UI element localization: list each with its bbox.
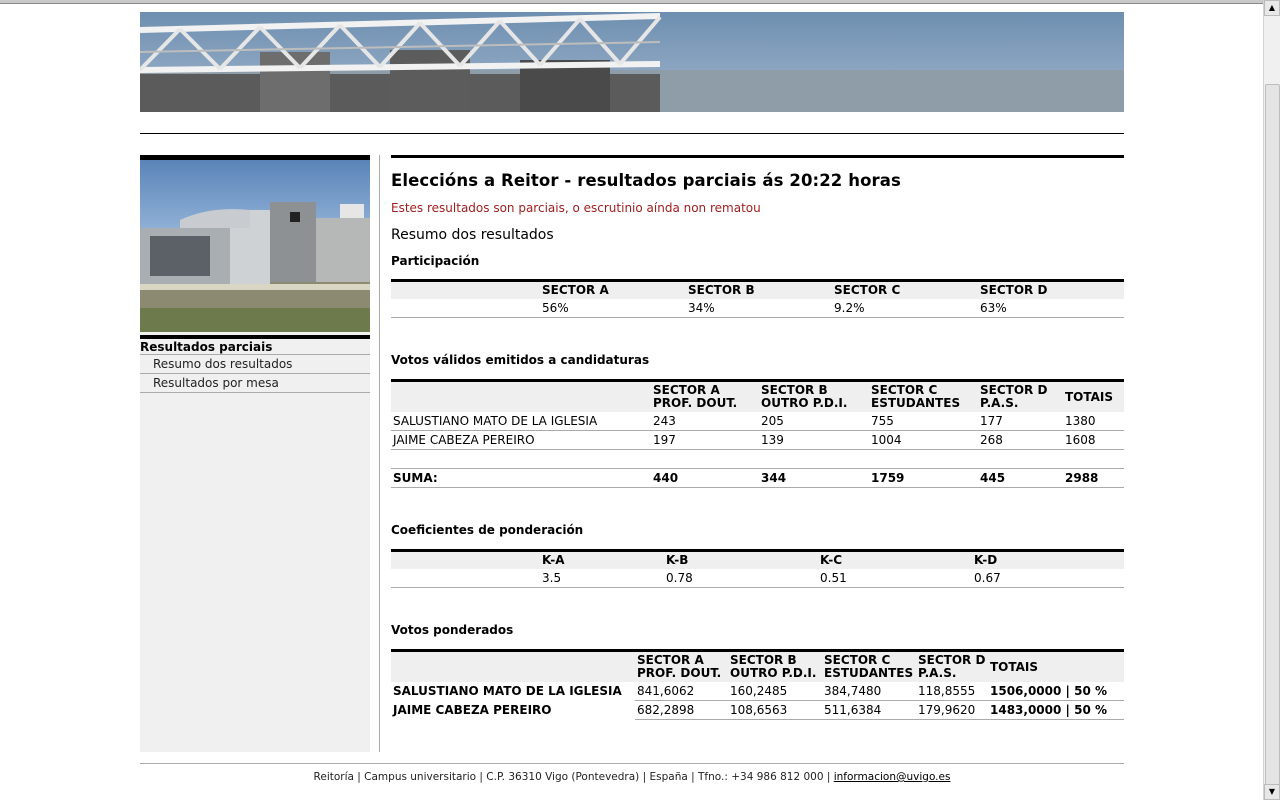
cell-value: 197	[651, 431, 759, 450]
table-row	[391, 431, 1124, 450]
candidate-name: JAIME CABEZA PEREIRO	[393, 703, 552, 717]
cell-value: 0.78	[664, 569, 818, 588]
column-header: SECTOR A PROF. DOUT.	[635, 651, 728, 683]
coefficients-table	[391, 549, 1124, 588]
sum-value: 1759	[869, 469, 978, 488]
cell-value: 384,7480	[822, 682, 916, 701]
footer	[140, 771, 1124, 783]
sidebar-link-by-table[interactable]: Resultados por mesa	[140, 374, 370, 393]
footer-divider	[140, 763, 1124, 764]
browser-top-edge	[0, 0, 1264, 4]
empty-header-cell	[391, 651, 635, 683]
sum-value: 445	[978, 469, 1063, 488]
cell-value: 177	[978, 412, 1063, 431]
cell-value: 205	[759, 412, 869, 431]
column-header: K-C	[818, 551, 972, 570]
cell-value: 179,9620	[916, 701, 988, 720]
column-header: SECTOR D P.A.S.	[978, 381, 1063, 413]
cell-value: 1380	[1063, 412, 1124, 431]
sum-value: 2988	[1063, 469, 1124, 488]
vertical-scrollbar[interactable]	[1263, 0, 1280, 800]
cell-value: 139	[759, 431, 869, 450]
total-value: 1483,0000 | 50 %	[988, 701, 1124, 720]
sidebar-heading: Resultados parciais	[140, 335, 370, 354]
scroll-down-arrow-icon[interactable]: ▼	[1264, 784, 1280, 800]
cell-value: 118,8555	[916, 682, 988, 701]
cell-value: 3.5	[540, 569, 664, 588]
header-banner-image	[140, 12, 1124, 112]
weighted-votes-table	[391, 649, 1124, 720]
cell-value: 56%	[540, 299, 686, 318]
column-header: K-D	[972, 551, 1124, 570]
coefficients-heading: Coeficientes de ponderación	[391, 523, 584, 537]
column-header: SECTOR B OUTRO P.D.I.	[728, 651, 822, 683]
column-header: SECTOR B OUTRO P.D.I.	[759, 381, 869, 413]
cell-value: 511,6384	[822, 701, 916, 720]
main-top-rule	[391, 155, 1124, 158]
sum-value: 440	[651, 469, 759, 488]
sidebar	[140, 155, 370, 752]
valid-votes-heading: Votos válidos emitidos a candidaturas	[391, 353, 650, 367]
scrollbar-thumb[interactable]	[1265, 84, 1280, 786]
total-value: 1506,0000 | 50 %	[988, 682, 1124, 701]
empty-cell	[391, 299, 540, 318]
page-wrapper	[140, 12, 1124, 112]
sum-row	[391, 469, 1124, 488]
column-header: SECTOR D P.A.S.	[916, 651, 988, 683]
column-header: SECTOR B	[686, 281, 832, 300]
cell-value: 243	[651, 412, 759, 431]
column-header: SECTOR A PROF. DOUT.	[651, 381, 759, 413]
table-row	[391, 412, 1124, 431]
spacer-row	[391, 450, 1124, 469]
column-header: SECTOR A	[540, 281, 686, 300]
cell-value: 268	[978, 431, 1063, 450]
summary-heading: Resumo dos resultados	[391, 227, 554, 243]
cell-value: 1608	[1063, 431, 1124, 450]
cell-value: 682,2898	[635, 701, 728, 720]
weighted-votes-heading: Votos ponderados	[391, 623, 514, 637]
cell-value: 0.51	[818, 569, 972, 588]
header-divider	[140, 133, 1124, 134]
cell-value: 9.2%	[832, 299, 978, 318]
empty-cell	[391, 569, 540, 588]
table-header-row	[391, 281, 1124, 300]
main-content	[391, 155, 1124, 720]
campus-photo	[140, 155, 370, 332]
empty-header-cell	[391, 281, 540, 300]
sum-label: SUMA:	[391, 469, 651, 488]
valid-votes-table	[391, 379, 1124, 488]
column-header: SECTOR C ESTUDANTES	[822, 651, 916, 683]
sum-value: 344	[759, 469, 869, 488]
candidate-name: JAIME CABEZA PEREIRO	[391, 431, 651, 450]
candidate-name: SALUSTIANO MATO DE LA IGLESIA	[391, 412, 651, 431]
participation-table	[391, 279, 1124, 318]
cell-value: 108,6563	[728, 701, 822, 720]
table-header-row	[391, 651, 1124, 683]
table-header-row	[391, 551, 1124, 570]
column-header: K-B	[664, 551, 818, 570]
column-divider	[379, 155, 380, 752]
cell-value: 1004	[869, 431, 978, 450]
table-row	[391, 299, 1124, 318]
footer-address: Reitoría | Campus universitario | C.P. 36310 Vigo (Pontevedra) | España | Tfno.: +34 986 812 000 |	[313, 771, 834, 783]
column-header: TOTAIS	[988, 651, 1124, 683]
empty-header-cell	[391, 551, 540, 570]
participation-heading: Participación	[391, 254, 480, 268]
candidate-name: SALUSTIANO MATO DE LA IGLESIA	[393, 684, 622, 699]
page-title: Eleccións a Reitor - resultados parciais ás 20:22 horas	[391, 171, 901, 190]
table-row	[391, 569, 1124, 588]
column-header: K-A	[540, 551, 664, 570]
column-header: SECTOR C	[832, 281, 978, 300]
cell-value: 34%	[686, 299, 832, 318]
cell-value: 160,2485	[728, 682, 822, 701]
table-header-row	[391, 381, 1124, 413]
column-header: SECTOR D	[978, 281, 1124, 300]
table-row	[391, 682, 1124, 701]
table-row	[391, 701, 1124, 720]
footer-email-link[interactable]: informacion@uvigo.es	[833, 771, 951, 783]
sidebar-link-summary[interactable]: Resumo dos resultados	[140, 354, 370, 374]
cell-value: 841,6062	[635, 682, 728, 701]
cell-value: 0.67	[972, 569, 1124, 588]
empty-header-cell	[391, 381, 651, 413]
cell-value: 63%	[978, 299, 1124, 318]
column-header: SECTOR C ESTUDANTES	[869, 381, 978, 413]
column-header: TOTAIS	[1063, 381, 1124, 413]
cell-value: 755	[869, 412, 978, 431]
scroll-up-arrow-icon[interactable]: ▲	[1264, 0, 1280, 16]
partial-results-notice: Estes resultados son parciais, o escrutinio aínda non rematou	[391, 201, 761, 215]
